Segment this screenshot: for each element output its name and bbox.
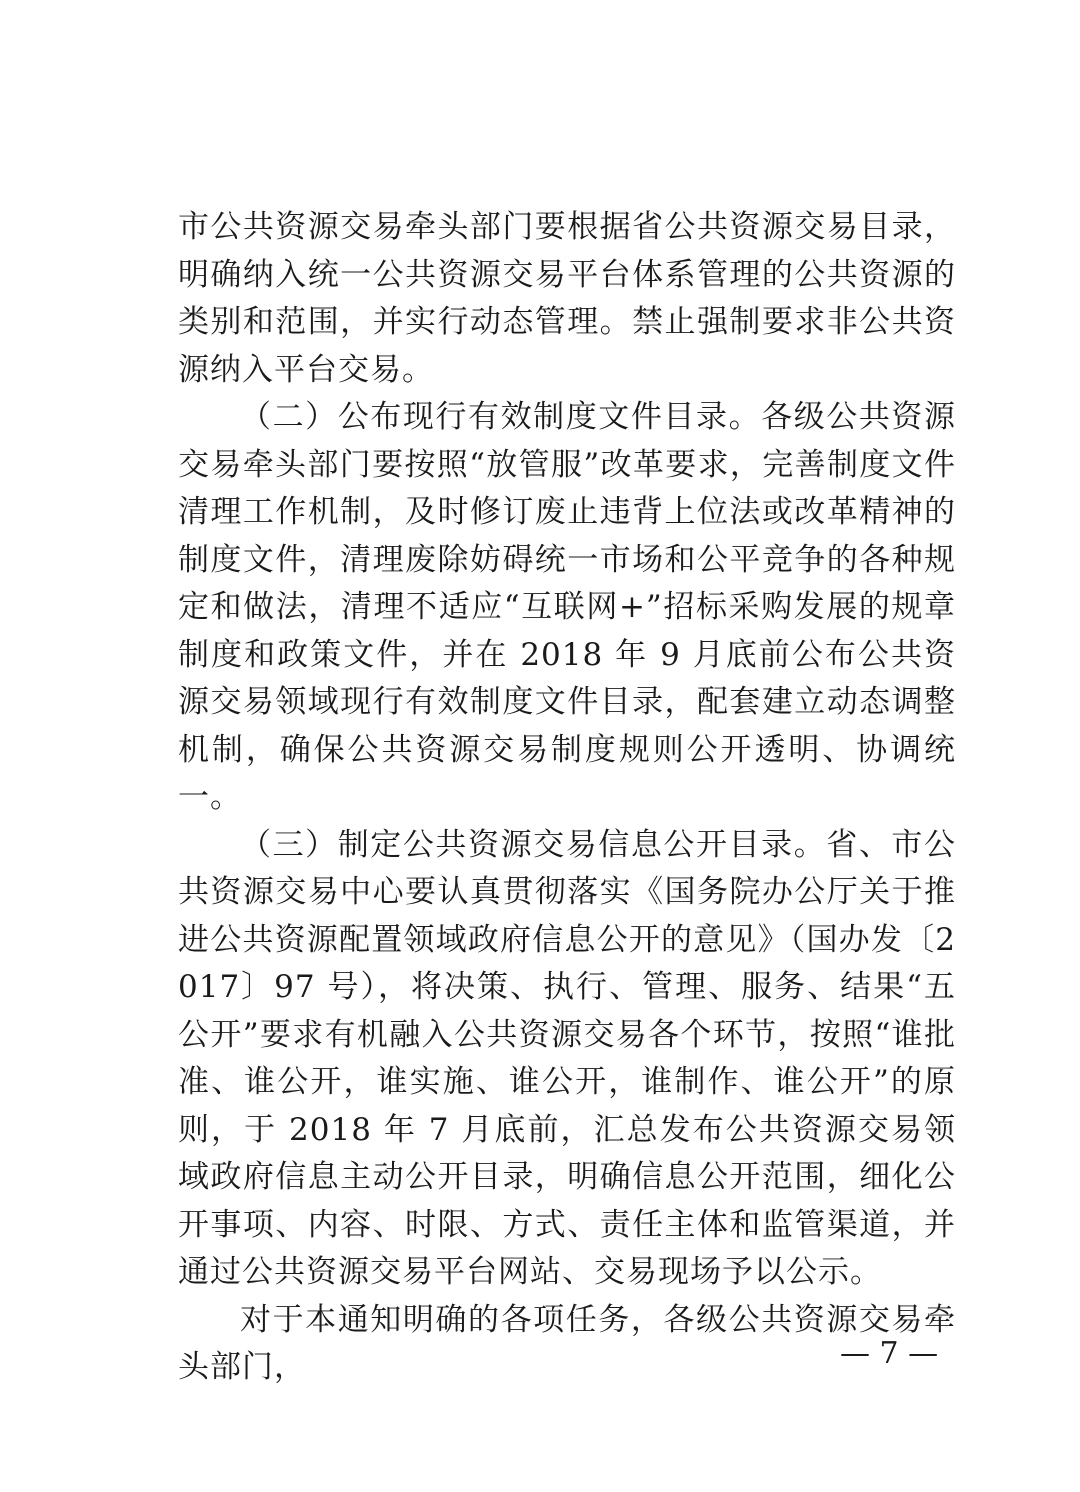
paragraph-section-2: （二）公布现行有效制度文件目录。各级公共资源交易牵头部门要按照“放管服”改革要求，完善制度文件清理工作机制，及时修订废止违背上位法或改革精神的制度文件，清理废除妨碍统一市场和公平竞争的各种规定和做法，清理不适应“互联网+”招标采购发展的规章制度和政策文件，并在 2018 年 9 月底前公布公共资源交易领域现行有效制度文件目录，配套建立动态调整机制，确保公共资源交易制度规则公开透明、协调统一。 xyxy=(178,399,956,815)
paragraph-continuation: 市公共资源交易牵头部门要根据省公共资源交易目录，明确纳入统一公共资源交易平台体系管理的公共资源的类别和范围，并实行动态管理。禁止强制要求非公共资源纳入平台交易。 xyxy=(178,209,956,388)
paragraph-section-3: （三）制定公共资源交易信息公开目录。省、市公共资源交易中心要认真贯彻落实《国务院办公厅关于推进公共资源配置领域政府信息公开的意见》（国办发〔2017〕97 号），将决策、执行、管理、服务、结果“五公开”要求有机融入公共资源交易各个环节，按照“谁批准、谁公开，谁实施、谁公开，谁制作、谁公开”的原则，于 2018 年 7 月底前，汇总发布公共资源交易领域政府信息主动公开目录，明确信息公开范围，细化公开事项、内容、时限、方式、责任主体和监管渠道，并通过公共资源交易平台网站、交易现场予以公示。 xyxy=(178,826,956,1290)
page-number: — 7 — xyxy=(840,1336,939,1371)
body-text xyxy=(178,204,956,1392)
paragraph-closing: 对于本通知明确的各项任务，各级公共资源交易牵头部门， xyxy=(178,1301,956,1385)
